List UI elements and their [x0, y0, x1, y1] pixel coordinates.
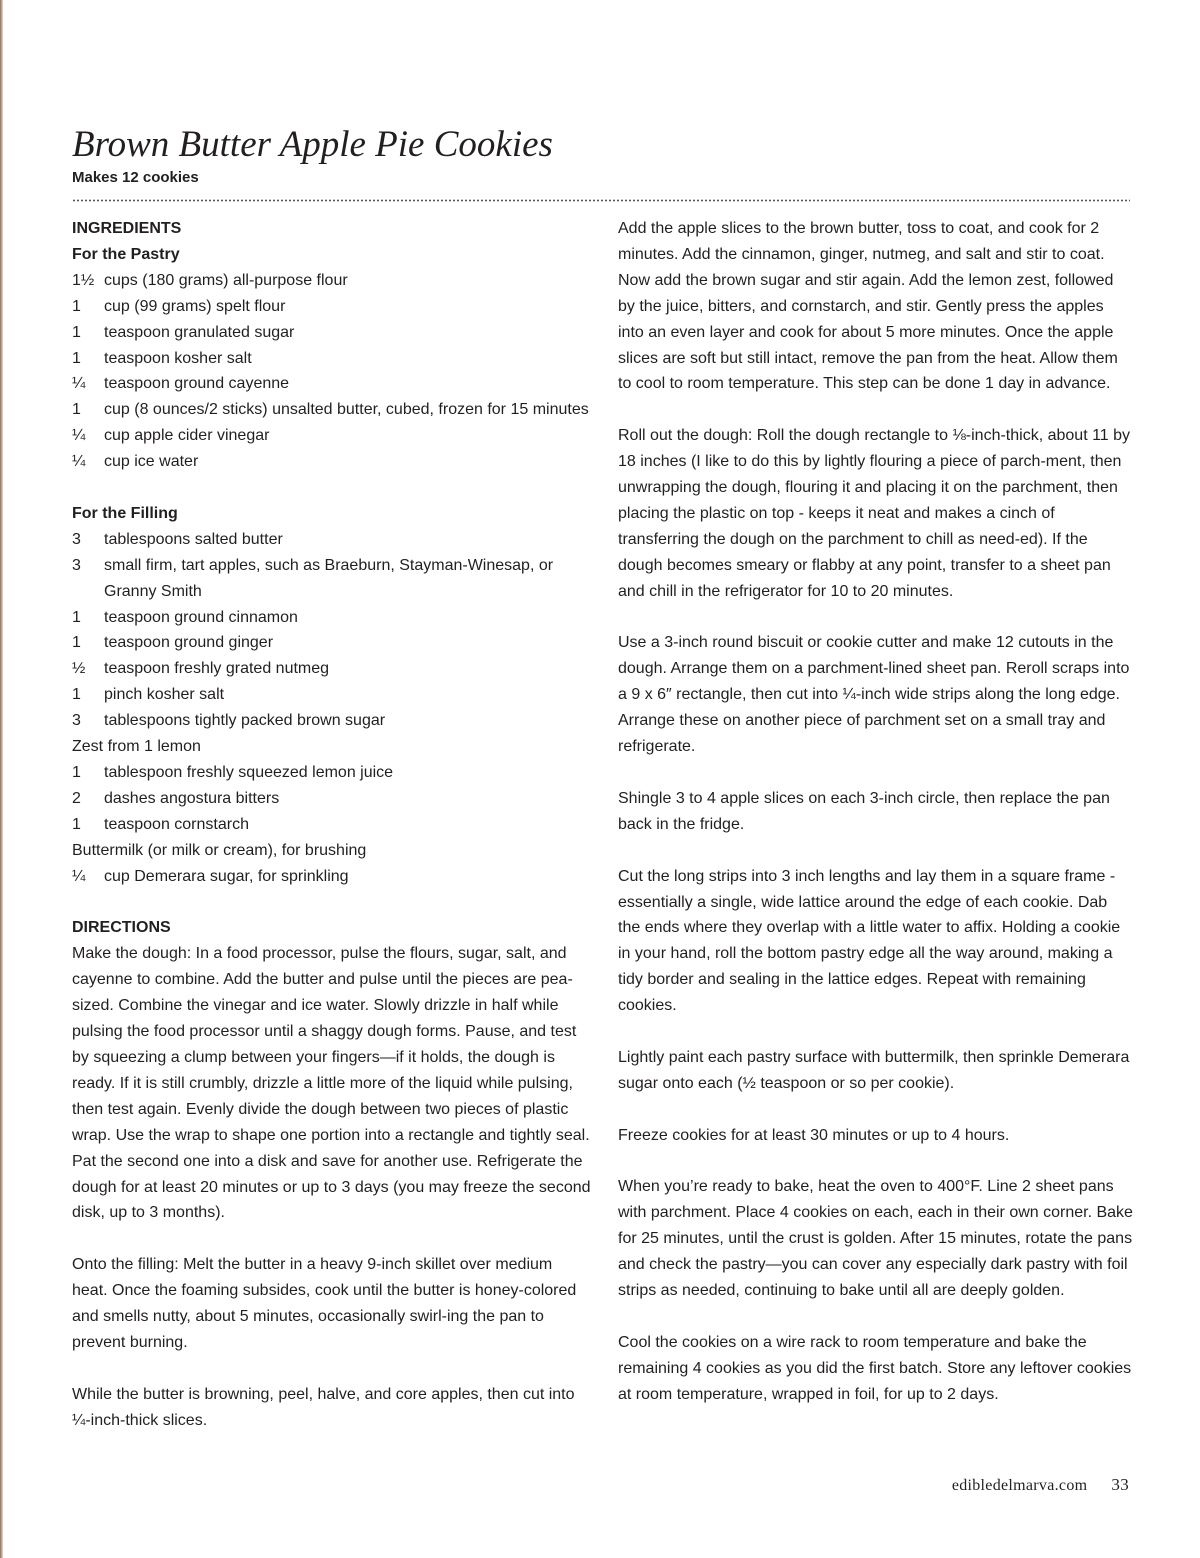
- ingredient-text: teaspoon cornstarch: [104, 815, 249, 833]
- ingredient-text: Buttermilk (or milk or cream), for brushing: [72, 841, 367, 859]
- ingredient-text: cup ice water: [104, 453, 199, 471]
- ingredient-row: [72, 708, 592, 734]
- ingredient-row: [72, 760, 592, 786]
- direction-paragraph: Lightly paint each pastry surface with buttermilk, then sprinkle Demerara sugar onto each (½ teaspoon or so per cookie).: [618, 1048, 1130, 1092]
- ingredient-row: [72, 553, 592, 605]
- ingredient-row: [72, 268, 592, 294]
- pastry-ingredients-list: [72, 268, 592, 475]
- ingredient-row: [72, 423, 592, 449]
- direction-paragraph: While the butter is browning, peel, halve, and core apples, then cut into ¼-inch-thick slices.: [72, 1385, 575, 1429]
- recipe-title: Brown Butter Apple Pie Cookies: [72, 124, 553, 165]
- ingredient-qty: ¼: [72, 427, 86, 445]
- ingredient-qty: 1: [72, 634, 81, 652]
- ingredient-text: tablespoons salted butter: [104, 530, 283, 548]
- ingredient-qty: 3: [72, 530, 81, 548]
- ingredient-qty: ½: [72, 660, 86, 678]
- ingredient-qty: ¼: [72, 375, 86, 393]
- ingredient-row: [72, 864, 592, 890]
- ingredient-text: dashes angostura bitters: [104, 789, 280, 807]
- ingredient-qty: 1: [72, 323, 81, 341]
- ingredient-qty: 3: [72, 712, 81, 730]
- ingredient-text: cup Demerara sugar, for sprinkling: [104, 867, 349, 885]
- ingredients-heading: INGREDIENTS: [72, 220, 182, 237]
- ingredient-row: [72, 294, 592, 320]
- ingredient-text: Zest from 1 lemon: [72, 738, 201, 756]
- ingredient-text: teaspoon ground cayenne: [104, 375, 290, 393]
- ingredient-qty: 1: [72, 297, 81, 315]
- ingredient-row: [72, 812, 592, 838]
- direction-paragraph: Add the apple slices to the brown butter, toss to coat, and cook for 2 minutes. Add the cinnamon, ginger, nutmeg, and salt and stir to coat. Now add the brown sugar and stir again. Add the lemon zest, followed by the juice, bitters, and cornstarch, and stir. Gently press the apples into an even layer and cook for about 5 more minutes. Once the apple slices are soft but still intact, remove the pan from the heat. Allow them to cool to room temperature. This step can be done 1 day in advance.: [618, 220, 1118, 393]
- ingredient-text: tablespoons tightly packed brown sugar: [104, 712, 386, 730]
- ingredient-qty: 1: [72, 764, 81, 782]
- ingredient-row: [72, 786, 592, 812]
- direction-paragraph: Cut the long strips into 3 inch lengths and lay them in a square frame - essentially a single, wide lattice around the edge of each cookie. Dab the ends where they overlap with a little water to affix. Holding a cookie in your hand, roll the bottom pastry edge all the way around, making a tidy border and sealing in the lattice edges. Repeat with remaining cookies.: [618, 867, 1121, 1015]
- directions-right: [618, 216, 1133, 1408]
- ingredient-text: cup (8 ounces/2 sticks) unsalted butter, cubed, frozen for 15 minutes: [104, 401, 589, 419]
- ingredient-text: pinch kosher salt: [104, 686, 225, 704]
- direction-paragraph: Onto the filling: Melt the butter in a heavy 9-inch skillet over medium heat. Once the foaming subsides, cook until the butter is honey-colored and smells nutty, about 5 minutes, occasionally swirl-ing the pan to prevent burning.: [72, 1256, 577, 1351]
- ingredient-qty: 1: [72, 349, 81, 367]
- ingredient-text: teaspoon ground ginger: [104, 634, 274, 652]
- direction-paragraph: Make the dough: In a food processor, pulse the flours, sugar, salt, and cayenne to combine. Add the butter and pulse until the pieces are pea-sized. Combine the vinegar and ice water. Slowly drizzle in half while pulsing the food processor until a shaggy dough forms. Pause, and test by squeezing a clump between your fingers—if it holds, the dough is ready. If it is still crumbly, drizzle a little more of the liquid while pulsing, then test again. Evenly divide the dough between two pieces of plastic wrap. Use the wrap to shape one portion into a rectangle and tightly seal. Pat the second one into a disk and save for another use. Refrigerate the dough for at least 20 minutes or up to 3 days (you may freeze the second disk, up to 3 months).: [72, 945, 591, 1222]
- ingredient-text: cups (180 grams) all-purpose flour: [104, 271, 348, 289]
- direction-paragraph: Roll out the dough: Roll the dough rectangle to ⅛-inch-thick, about 11 by 18 inches (I like to do this by lightly flouring a piece of parch-ment, then unwrapping the dough, flouring it and placing it on the parchment, then placing the plastic on top - keeps it neat and makes a cinch of transferring the dough on the parchment to chill as need-ed). If the dough becomes smeary or flabby at any point, transfer to a sheet pan and chill in the refrigerator for 10 to 20 minutes.: [618, 427, 1131, 600]
- ingredient-qty: 1½: [72, 271, 95, 289]
- ingredient-qty: 1: [72, 686, 81, 704]
- ingredient-row: [72, 605, 592, 631]
- ingredient-row: [72, 371, 592, 397]
- ingredient-qty: 2: [72, 789, 81, 807]
- ingredient-row: [72, 397, 592, 423]
- ingredient-qty: 1: [72, 401, 81, 419]
- direction-paragraph: When you’re ready to bake, heat the oven to 400°F. Line 2 sheet pans with parchment. Place 4 cookies on each, each in their own corner. Bake for 25 minutes, until the crust is golden. After 15 minutes, rotate the pans and check the pastry—you can cover any especially dark pastry with foil strips as needed, continuing to bake until all are deeply golden.: [618, 1178, 1133, 1300]
- ingredient-row: [72, 682, 592, 708]
- ingredient-text: teaspoon kosher salt: [104, 349, 252, 367]
- recipe-yield: Makes 12 cookies: [72, 169, 199, 186]
- directions-heading: DIRECTIONS: [72, 919, 171, 937]
- direction-paragraph: Cool the cookies on a wire rack to room temperature and bake the remaining 4 cookies as you did the first batch. Store any leftover cookies at room temperature, wrapped in foil, for up to 2 days.: [618, 1333, 1132, 1403]
- ingredient-text: teaspoon freshly grated nutmeg: [104, 660, 330, 678]
- direction-paragraph: Shingle 3 to 4 apple slices on each 3-inch circle, then replace the pan back in the fridge.: [618, 789, 1110, 833]
- ingredient-qty: ¼: [72, 867, 86, 885]
- direction-paragraph: Use a 3-inch round biscuit or cookie cutter and make 12 cutouts in the dough. Arrange them on a parchment-lined sheet pan. Reroll scraps into a 9 x 6″ rectangle, then cut into ¼-inch wide strips along the long edge. Arrange these on another piece of parchment set on a small tray and refrigerate.: [618, 634, 1130, 756]
- ingredient-row: [72, 449, 592, 475]
- ingredient-text: teaspoon ground cinnamon: [104, 608, 298, 626]
- ingredient-text: cup (99 grams) spelt flour: [104, 297, 286, 315]
- ingredient-row: [72, 320, 592, 346]
- ingredient-qty: 1: [72, 608, 81, 626]
- dotted-divider: [72, 199, 1130, 202]
- footer-site: edibledelmarva.com: [951, 1477, 1088, 1494]
- ingredient-row: [72, 656, 592, 682]
- ingredient-row: [72, 838, 592, 864]
- ingredient-row: [72, 630, 592, 656]
- direction-paragraph: Freeze cookies for at least 30 minutes or up to 4 hours.: [618, 1126, 1010, 1144]
- filling-heading: For the Filling: [72, 504, 178, 522]
- ingredient-qty: 1: [72, 815, 81, 833]
- ingredient-row: [72, 346, 592, 372]
- filling-ingredients-list: [72, 527, 592, 890]
- page-edge: [0, 0, 3, 1558]
- ingredient-text: teaspoon granulated sugar: [104, 323, 295, 341]
- ingredient-text: cup apple cider vinegar: [104, 427, 270, 445]
- directions-left: [72, 941, 592, 1433]
- ingredient-qty: ¼: [72, 453, 86, 471]
- left-column: [72, 216, 592, 1434]
- right-column: [618, 216, 1133, 1408]
- ingredient-qty: 3: [72, 556, 81, 574]
- page-number: 33: [1111, 1475, 1129, 1494]
- ingredient-text: tablespoon freshly squeezed lemon juice: [104, 764, 394, 782]
- ingredient-row: [72, 527, 592, 553]
- page-footer: [952, 1474, 1129, 1497]
- ingredient-row: [72, 734, 592, 760]
- ingredient-text: small firm, tart apples, such as Braeburn, Stayman-Winesap, or Granny Smith: [104, 556, 554, 600]
- pastry-heading: For the Pastry: [72, 245, 180, 263]
